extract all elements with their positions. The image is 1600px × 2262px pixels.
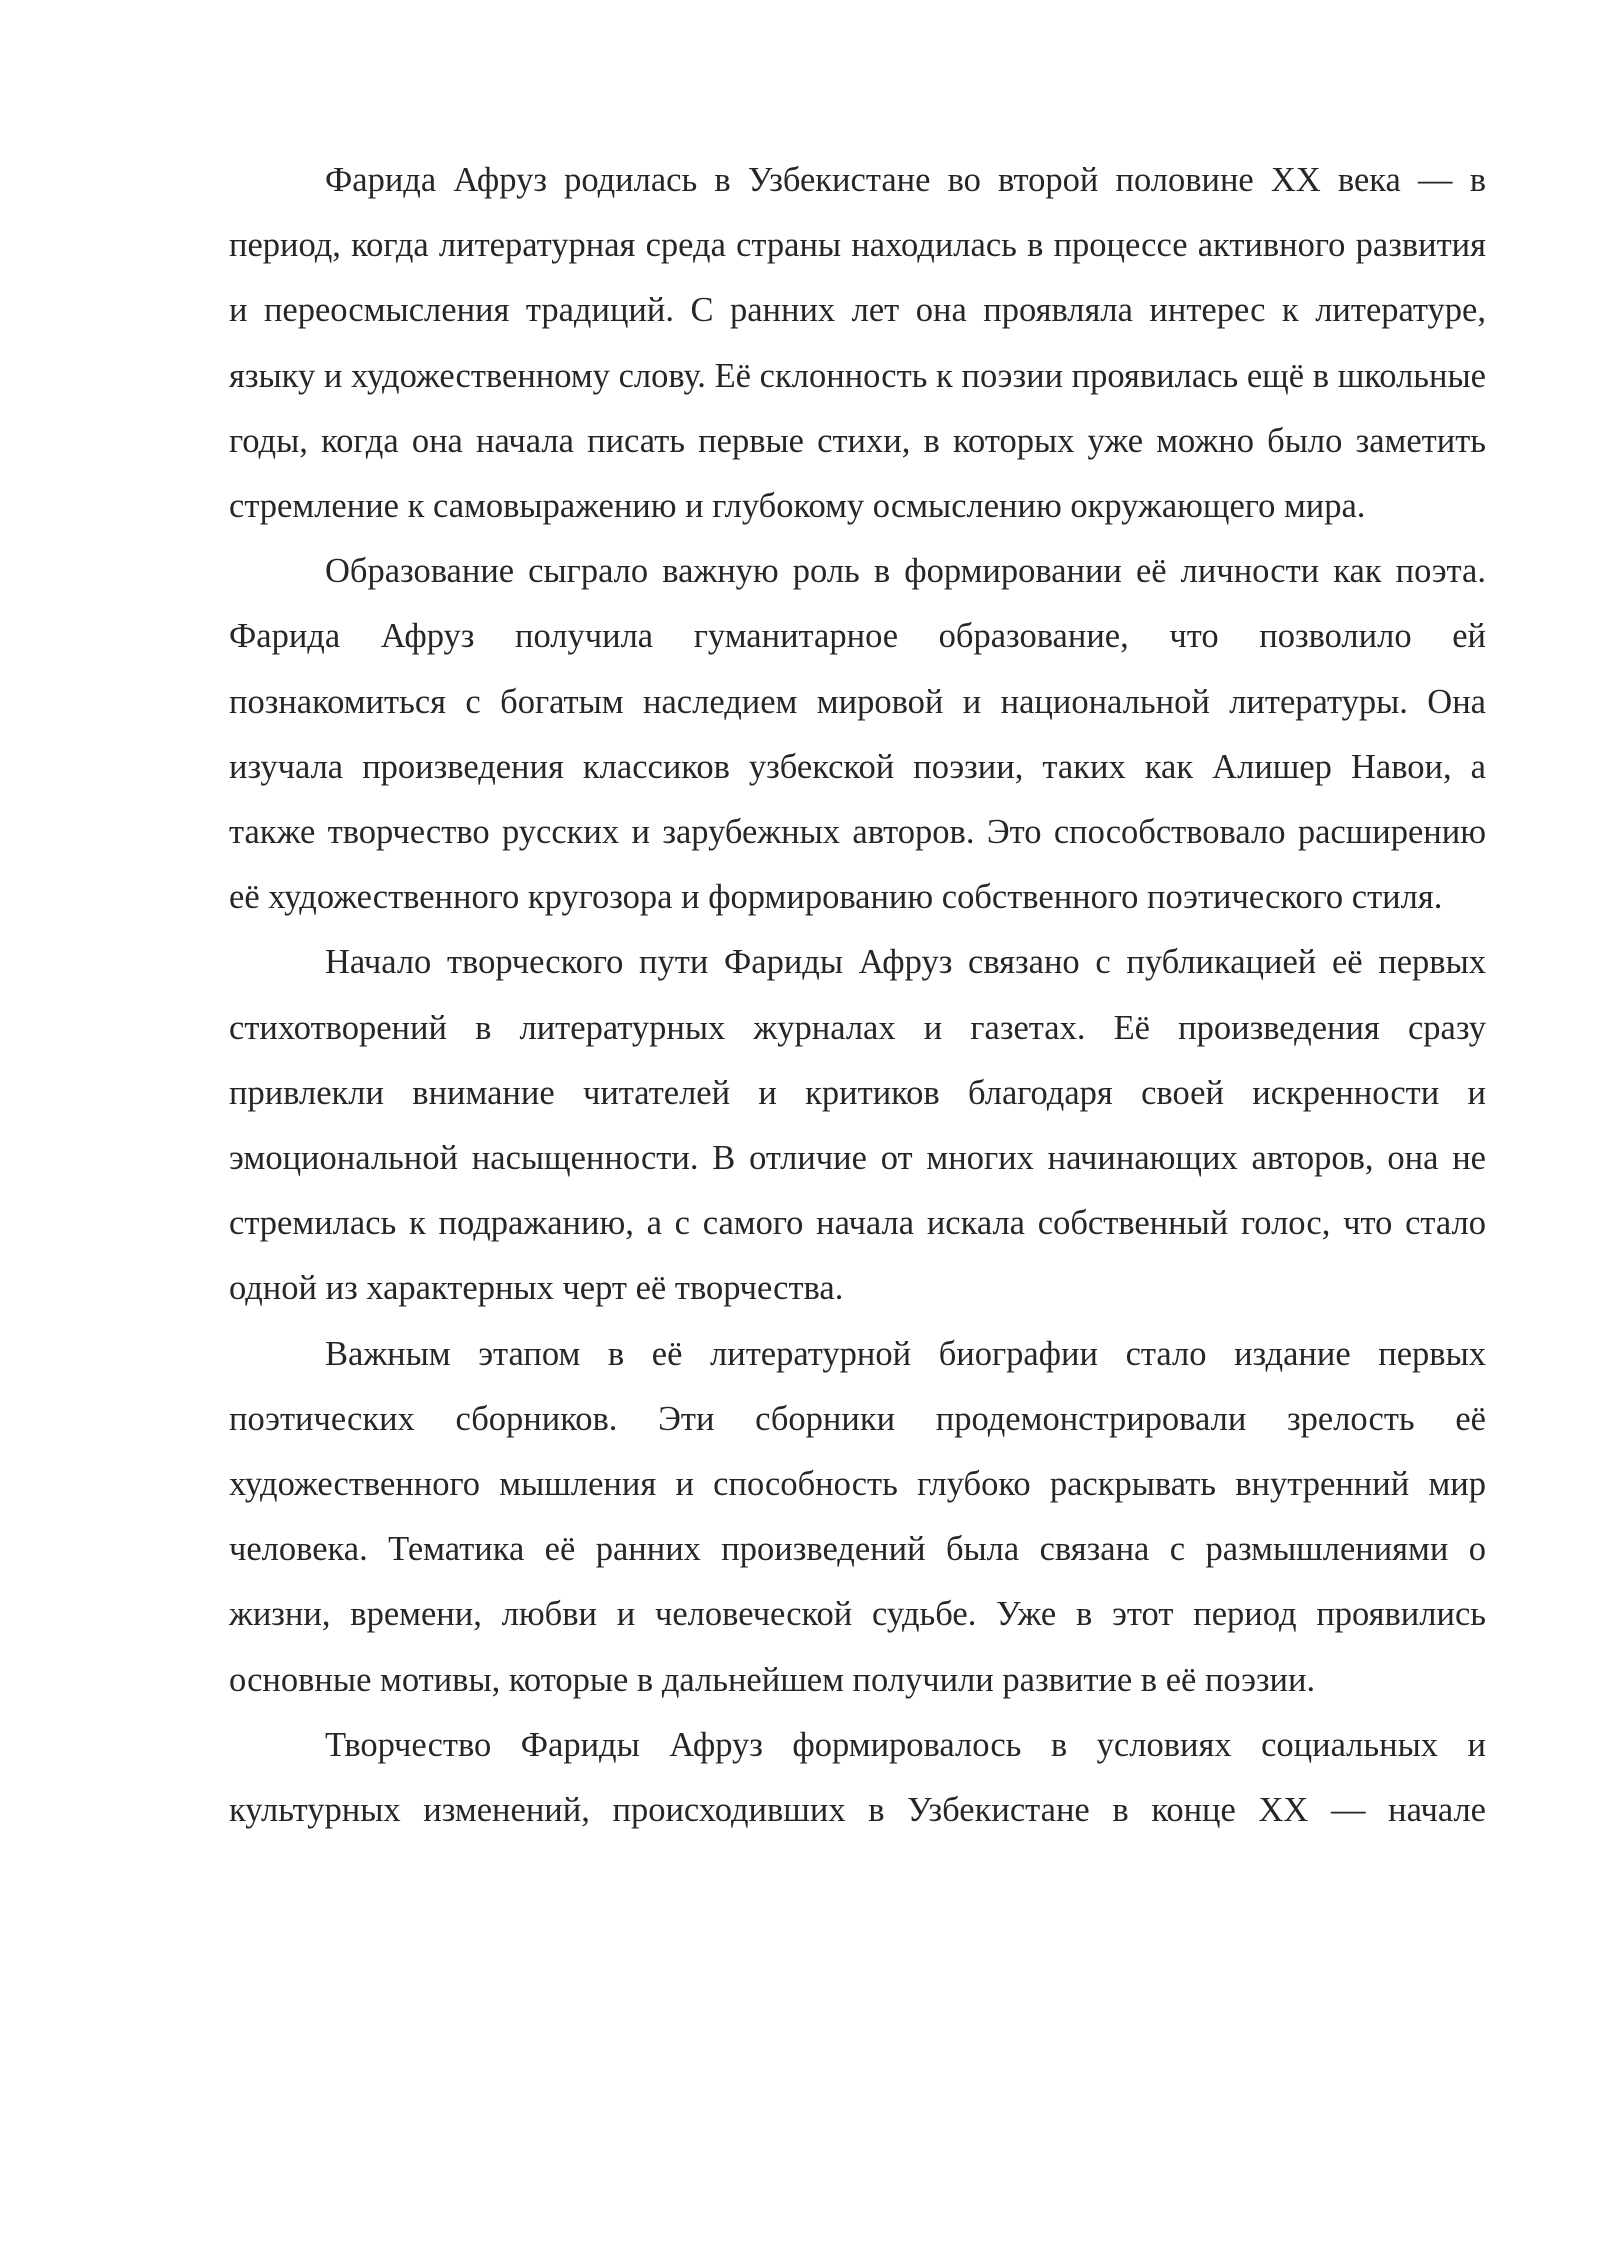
paragraph-2: Образование сыграло важную роль в формировании её личности как поэта. Фарида Афруз получила гуманитарное образование, что позволило ей познакомиться с богатым наследием мировой и национальной литературы. Она изучала произведения классиков узбекской поэзии, таких как Алишер Навои, а также творчество русских и зарубежных авторов. Это способствовало расширению её художественного кругозора и формированию собственного поэтического стиля.: [229, 552, 1486, 917]
paragraph-1: Фарида Афруз родилась в Узбекистане во второй половине XX века — в период, когда литературная среда страны находилась в процессе активного развития и переосмысления традиций. С ранних лет она проявляла интерес к литературе, языку и художественному слову. Её склонность к поэзии проявилась ещё в школьные годы, когда она начала писать первые стихи, в которых уже можно было заметить стремление к самовыражению и глубокому осмыслению окружающего мира.: [229, 161, 1486, 526]
document-body: [229, 148, 1486, 1843]
paragraph-4: Важным этапом в её литературной биографии стало издание первых поэтических сборников. Эти сборники продемонстрировали зрелость её художественного мышления и способность глубоко раскрывать внутренний мир человека. Тематика её ранних произведений была связана с размышлениями о жизни, времени, любви и человеческой судьбе. Уже в этот период проявились основные мотивы, которые в дальнейшем получили развитие в её поэзии.: [229, 1334, 1486, 1699]
paragraph-3: Начало творческого пути Фариды Афруз связано с публикацией её первых стихотворений в литературных журналах и газетах. Её произведения сразу привлекли внимание читателей и критиков благодаря своей искренности и эмоциональной насыщенности. В отличие от многих начинающих авторов, она не стремилась к подражанию, а с самого начала искала собственный голос, что стало одной из характерных черт её творчества.: [229, 943, 1486, 1308]
paragraph-5: Творчество Фариды Афруз формировалось в условиях социальных и культурных изменений, происходивших в Узбекистане в конце XX — начале: [229, 1725, 1486, 1830]
